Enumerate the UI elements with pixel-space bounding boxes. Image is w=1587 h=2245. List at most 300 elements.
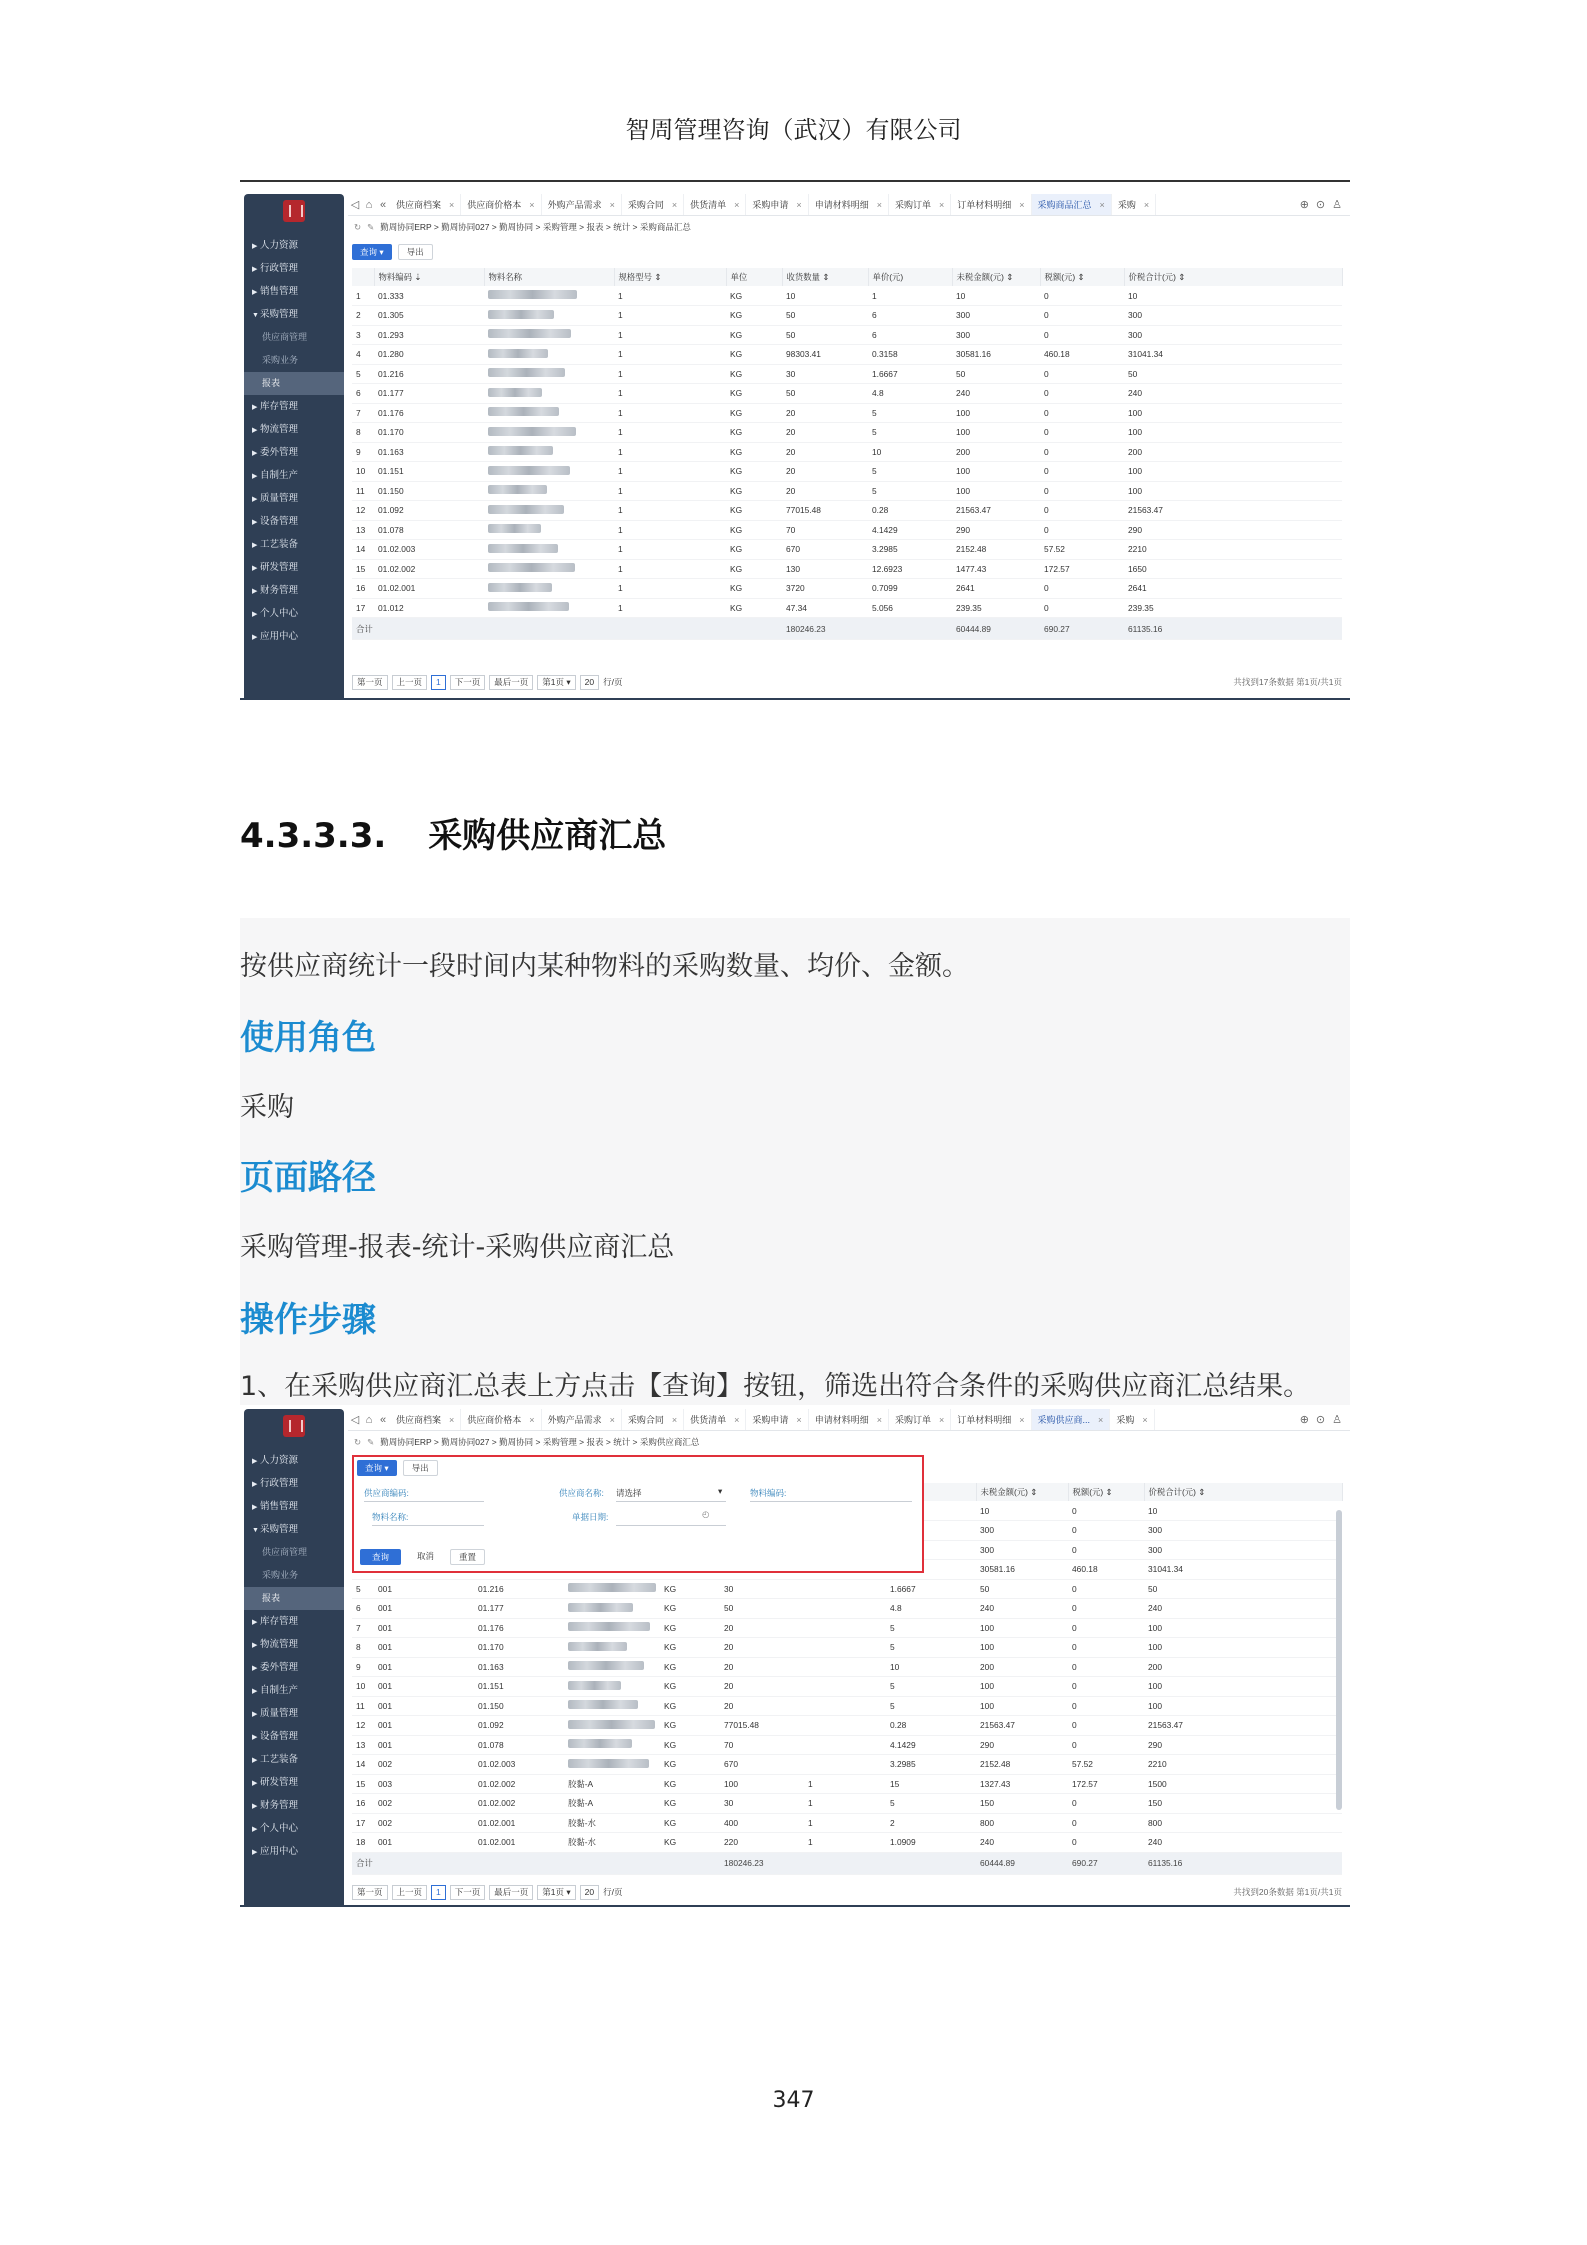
current-page-button[interactable]: 1 (431, 1885, 446, 1900)
table-body (352, 286, 1342, 640)
total-cell: 180246.23 (782, 618, 868, 640)
redacted-text (488, 407, 559, 416)
sidebar-item[interactable] (244, 602, 344, 625)
table-cell: 50 (952, 364, 1040, 384)
table-cell: 0 (1040, 364, 1124, 384)
redacted-text (488, 602, 569, 611)
table-cell: 11 (352, 1696, 374, 1716)
chevron-down-icon[interactable]: ▾ (718, 1486, 723, 1496)
sidebar-item-label: 应用中心 (260, 1846, 299, 1857)
tab-item[interactable] (684, 1409, 746, 1431)
tab-item[interactable] (461, 194, 541, 216)
tab-item[interactable] (622, 1409, 684, 1431)
column-header[interactable]: 税额(元) ⇕ (1068, 1483, 1144, 1501)
table-cell: 3 (352, 325, 374, 345)
table-cell: 1 (804, 1774, 886, 1794)
table-cell: 3720 (782, 579, 868, 599)
tab-label: 订单材料明细 (957, 1414, 1012, 1425)
caret-right-icon: ▶ (252, 1849, 258, 1856)
table-cell (564, 1599, 660, 1619)
export-button[interactable]: 导出 (398, 244, 433, 260)
table-cell: 0 (1040, 481, 1124, 501)
close-icon[interactable]: × (1143, 199, 1150, 210)
tab-label: 订单材料明细 (957, 199, 1012, 210)
table-cell: KG (726, 579, 782, 599)
table-cell: 5.056 (868, 598, 952, 618)
table-cell (804, 1579, 886, 1599)
table-cell: KG (660, 1833, 720, 1853)
sidebar-item-label: 个人中心 (260, 1823, 299, 1834)
sidebar-item[interactable] (244, 579, 344, 602)
sidebar-item[interactable] (244, 1679, 344, 1702)
sidebar-item-label: 物流管理 (260, 424, 299, 435)
table-cell: KG (726, 520, 782, 540)
table-row[interactable] (352, 1599, 1342, 1619)
table-cell: 57.52 (1068, 1755, 1144, 1775)
total-cell: 61135.16 (1144, 1852, 1342, 1874)
column-header[interactable]: 价税合计(元) ⇕ (1124, 268, 1342, 286)
table-row[interactable] (352, 520, 1342, 540)
table-cell: 6 (352, 384, 374, 404)
table-cell: 100 (1124, 403, 1342, 423)
redacted-text (568, 1739, 632, 1748)
steps-heading: 操作步骤 (240, 1300, 376, 1340)
sidebar-item[interactable] (244, 625, 344, 648)
sidebar-subitem[interactable]: 报表 (244, 1587, 344, 1610)
table-cell (564, 1735, 660, 1755)
table-cell (484, 403, 614, 423)
page-size-input[interactable]: 20 (580, 1885, 599, 1900)
query-dropdown-button[interactable]: 查询 ▾ (357, 1460, 397, 1476)
prev-tab-icon[interactable]: ◁ (350, 1414, 360, 1426)
caret-right-icon: ▶ (252, 473, 258, 480)
caret-right-icon: ▶ (252, 289, 258, 296)
sidebar-subitem[interactable]: 供应商管理 (262, 332, 308, 342)
sidebar-item-label: 行政管理 (260, 263, 299, 274)
close-icon[interactable]: × (1019, 1414, 1025, 1425)
table-row[interactable] (352, 481, 1342, 501)
close-icon[interactable]: × (671, 1414, 678, 1425)
table-row[interactable] (352, 286, 1342, 306)
close-icon[interactable]: × (449, 1414, 455, 1425)
tab-item[interactable] (1112, 194, 1156, 216)
tab-item[interactable] (889, 194, 951, 216)
table-row[interactable] (352, 306, 1342, 326)
sidebar-item[interactable] (244, 303, 344, 326)
table-cell: 5 (868, 481, 952, 501)
table-cell (564, 1716, 660, 1736)
table-cell: 18 (352, 1833, 374, 1853)
caret-right-icon: ▶ (252, 1504, 258, 1511)
sidebar-subitem[interactable]: 供应商管理 (262, 1547, 308, 1557)
sidebar-item[interactable] (244, 1518, 344, 1541)
step-1-text: 1、在采购供应商汇总表上方点击【查询】按钮，筛选出符合条件的采购供应商汇总结果。 (240, 1371, 1311, 1402)
column-header[interactable]: 未税金额(元) ⇕ (976, 1483, 1068, 1501)
sidebar-item[interactable] (244, 395, 344, 418)
table-cell: 0 (1040, 286, 1124, 306)
table-cell: 01.02.003 (374, 540, 484, 560)
sidebar (244, 194, 344, 698)
table-cell: 001 (374, 1716, 474, 1736)
table-cell (484, 598, 614, 618)
table-row[interactable] (352, 462, 1342, 482)
tab-item[interactable] (951, 1409, 1031, 1431)
material-name-input[interactable] (372, 1525, 484, 1526)
table-cell: KG (726, 462, 782, 482)
sidebar-item[interactable] (244, 257, 344, 280)
table-cell: 01.02.002 (474, 1794, 564, 1814)
close-icon[interactable]: × (529, 199, 535, 210)
next-page-button[interactable]: 下一页 (450, 675, 486, 690)
select-column-header[interactable] (352, 268, 374, 286)
table-cell: 30 (782, 364, 868, 384)
table-cell: 30 (720, 1579, 804, 1599)
table-cell: 300 (976, 1540, 1068, 1560)
table-cell (804, 1696, 886, 1716)
table-row[interactable] (352, 540, 1342, 560)
last-page-button[interactable]: 最后一页 (489, 1885, 533, 1900)
table-cell: 1 (614, 364, 726, 384)
table-cell: 239.35 (1124, 598, 1342, 618)
panel-query-button[interactable]: 查询 (360, 1549, 401, 1565)
tab-label: 采购 (1117, 199, 1136, 210)
table-cell: 5 (886, 1794, 976, 1814)
sidebar-item[interactable] (244, 280, 344, 303)
sidebar-item[interactable] (244, 1702, 344, 1725)
column-header[interactable]: 收货数量 ⇕ (782, 268, 868, 286)
collapse-left-icon[interactable]: « (379, 1413, 387, 1426)
table-row[interactable] (352, 1794, 1342, 1814)
table-row[interactable] (352, 1638, 1342, 1658)
tab-label: 外购产品需求 (547, 199, 602, 210)
table-cell: KG (660, 1677, 720, 1697)
doc-date-input[interactable] (616, 1525, 726, 1526)
table-cell: 0.28 (886, 1716, 976, 1736)
redacted-text (488, 505, 564, 514)
table-row[interactable] (352, 1579, 1342, 1599)
tab-item[interactable] (1110, 1409, 1154, 1431)
sidebar-item[interactable] (244, 1472, 344, 1495)
sidebar-item-label: 采购管理 (260, 1524, 299, 1535)
close-icon[interactable]: × (449, 199, 455, 210)
table-row[interactable] (352, 598, 1342, 618)
table-row[interactable] (352, 1774, 1342, 1794)
total-cell: 60444.89 (952, 618, 1040, 640)
close-icon[interactable]: × (876, 199, 882, 210)
table-cell: 1 (614, 306, 726, 326)
tab-item[interactable] (951, 194, 1031, 216)
sidebar-item[interactable] (244, 487, 344, 510)
table-row[interactable] (352, 325, 1342, 345)
close-icon[interactable]: × (734, 199, 740, 210)
table-cell: 0 (1068, 1501, 1144, 1521)
page-select[interactable]: 第1页 ▾ (537, 675, 575, 690)
close-icon[interactable]: × (1099, 199, 1105, 210)
total-cell: 合计 (352, 1852, 374, 1874)
tab-item[interactable] (889, 1409, 951, 1431)
globe-icon[interactable]: ⊕ (1299, 199, 1309, 211)
table-row[interactable] (352, 442, 1342, 462)
current-page-button[interactable]: 1 (431, 675, 446, 690)
supplier-name-select[interactable]: 请选择 (616, 1488, 642, 1498)
total-cell: 690.27 (1068, 1852, 1144, 1874)
tab-item[interactable] (390, 1409, 461, 1431)
table-row[interactable] (352, 364, 1342, 384)
close-icon[interactable]: × (876, 1414, 882, 1425)
panel-reset-button[interactable]: 重置 (450, 1549, 485, 1565)
zoom-icon[interactable]: ⊙ (1315, 1414, 1326, 1426)
column-header[interactable]: 规格型号 ⇕ (614, 268, 726, 286)
total-cell (886, 1852, 976, 1874)
table-row[interactable] (352, 1833, 1342, 1853)
vertical-scrollbar[interactable] (1336, 1510, 1342, 1810)
redacted-text (568, 1759, 649, 1768)
close-icon[interactable]: × (796, 199, 802, 210)
table-cell: 胶黏-A (564, 1794, 660, 1814)
table-row[interactable] (352, 345, 1342, 365)
table-cell: 01.170 (374, 423, 484, 443)
query-button[interactable]: 查询 ▾ (352, 244, 392, 260)
table-cell: 15 (886, 1774, 976, 1794)
table-cell: 0 (1040, 520, 1124, 540)
page-size-input[interactable]: 20 (580, 675, 599, 690)
caret-down-icon: ▼ (252, 1527, 259, 1534)
column-header[interactable]: 未税金额(元) ⇕ (952, 268, 1040, 286)
sidebar-item[interactable] (244, 1610, 344, 1633)
table-cell: 1 (614, 501, 726, 521)
table-cell: 3.2985 (886, 1755, 976, 1775)
collapse-left-icon[interactable]: « (379, 198, 387, 211)
table-cell: 14 (352, 540, 374, 560)
sidebar-item[interactable] (244, 1656, 344, 1679)
table-cell: KG (726, 598, 782, 618)
tab-label: 供应商价格本 (467, 1414, 522, 1425)
total-cell: 61135.16 (1124, 618, 1342, 640)
sidebar-item[interactable] (244, 1449, 344, 1472)
table-cell: 50 (782, 306, 868, 326)
table-cell: 31041.34 (1124, 345, 1342, 365)
sidebar-subitem[interactable]: 采购业务 (262, 1570, 299, 1580)
column-header[interactable]: 税额(元) ⇕ (1040, 268, 1124, 286)
column-header[interactable]: 价税合计(元) ⇕ (1144, 1483, 1342, 1501)
sidebar-item-label: 质量管理 (260, 1708, 299, 1719)
table-cell (804, 1657, 886, 1677)
close-icon[interactable]: × (609, 199, 615, 210)
close-icon[interactable]: × (671, 199, 678, 210)
table-cell: KG (726, 403, 782, 423)
sidebar-item[interactable] (244, 1495, 344, 1518)
prev-page-button[interactable]: 上一页 (392, 1885, 428, 1900)
sidebar-item[interactable] (244, 1840, 344, 1863)
close-icon[interactable]: × (609, 1414, 615, 1425)
home-icon[interactable]: ⌂ (365, 198, 373, 211)
table-row[interactable] (352, 559, 1342, 579)
redacted-text (488, 349, 548, 358)
refresh-icon[interactable]: ↻ (354, 1437, 362, 1447)
close-icon[interactable]: × (938, 199, 945, 210)
breadcrumb-text: 勤周协同ERP > 勤周协同027 > 勤周协同 > 采购管理 > 报表 > 统计 > 采购供应商汇总 (380, 1437, 700, 1447)
first-page-button[interactable]: 第一页 (352, 675, 388, 690)
table-cell: 200 (1144, 1657, 1342, 1677)
table-cell: 0 (1068, 1579, 1144, 1599)
table-cell: 6 (868, 306, 952, 326)
table-cell: 30581.16 (976, 1560, 1068, 1580)
first-page-button[interactable]: 第一页 (352, 1885, 388, 1900)
refresh-icon[interactable]: ↻ (354, 222, 362, 232)
sidebar-item[interactable] (244, 1725, 344, 1748)
table-cell: 01.150 (474, 1696, 564, 1716)
table-cell (564, 1618, 660, 1638)
tab-item[interactable] (684, 194, 746, 216)
close-icon[interactable]: × (734, 1414, 740, 1425)
last-page-button[interactable]: 最后一页 (489, 675, 533, 690)
sidebar-item[interactable] (244, 556, 344, 579)
caret-right-icon: ▶ (252, 519, 258, 526)
material-code-input[interactable] (750, 1501, 912, 1502)
sidebar-item[interactable] (244, 441, 344, 464)
caret-right-icon: ▶ (252, 1481, 258, 1488)
total-cell (614, 618, 726, 640)
sidebar-item[interactable] (244, 1794, 344, 1817)
home-icon[interactable]: ⌂ (365, 1413, 373, 1426)
table-cell (484, 306, 614, 326)
sidebar-item[interactable] (244, 1771, 344, 1794)
table-row[interactable] (352, 1618, 1342, 1638)
table-cell: 1 (614, 423, 726, 443)
pin-icon[interactable]: ✎ (367, 222, 375, 232)
supplier-code-input[interactable] (364, 1501, 484, 1502)
total-cell (374, 618, 484, 640)
table-cell: 20 (720, 1657, 804, 1677)
redacted-text (488, 290, 577, 299)
column-header[interactable]: 物料名称 (484, 268, 614, 286)
sidebar-item[interactable] (244, 464, 344, 487)
prev-page-button[interactable]: 上一页 (392, 675, 428, 690)
close-icon[interactable]: × (796, 1414, 802, 1425)
table-cell: 1.0909 (886, 1833, 976, 1853)
column-header[interactable]: 单位 (726, 268, 782, 286)
sidebar-item[interactable] (244, 1748, 344, 1771)
close-icon[interactable]: × (1098, 1414, 1104, 1425)
user-icon[interactable]: ♙ (1332, 199, 1342, 211)
table-row[interactable] (352, 1677, 1342, 1697)
table-cell: 1327.43 (976, 1774, 1068, 1794)
globe-icon[interactable]: ⊕ (1299, 1414, 1309, 1426)
tab-item[interactable] (746, 194, 808, 216)
table-cell: 0 (1040, 579, 1124, 599)
tab-item[interactable] (542, 194, 622, 216)
tab-item[interactable] (746, 1409, 808, 1431)
sidebar-item[interactable] (244, 234, 344, 257)
total-cell (474, 1852, 564, 1874)
sidebar-subitem[interactable]: 报表 (244, 372, 344, 395)
table-cell: KG (660, 1657, 720, 1677)
table-row[interactable] (352, 384, 1342, 404)
table-cell: 800 (1144, 1813, 1342, 1833)
table-cell (564, 1677, 660, 1697)
next-page-button[interactable]: 下一页 (450, 1885, 486, 1900)
table-cell: 21563.47 (976, 1716, 1068, 1736)
table-row[interactable] (352, 423, 1342, 443)
redacted-text (488, 524, 541, 533)
tab-item[interactable] (461, 1409, 541, 1431)
sidebar-item[interactable] (244, 1633, 344, 1656)
table-cell: 1 (614, 520, 726, 540)
table-cell: 150 (1144, 1794, 1342, 1814)
close-icon[interactable]: × (529, 1414, 535, 1425)
tab-item[interactable] (1032, 1409, 1111, 1431)
tab-item[interactable] (542, 1409, 622, 1431)
table-cell: 001 (374, 1638, 474, 1658)
table-cell: 200 (952, 442, 1040, 462)
table-row[interactable] (352, 1657, 1342, 1677)
table-cell: 240 (1124, 384, 1342, 404)
table-row[interactable] (352, 1716, 1342, 1736)
close-icon[interactable]: × (938, 1414, 945, 1425)
column-header[interactable]: 物料编码 ⇣ (374, 268, 484, 286)
sidebar-item[interactable] (244, 418, 344, 441)
tab-label: 采购 (1116, 1414, 1135, 1425)
table-cell: 1.6667 (886, 1579, 976, 1599)
table-cell: 002 (374, 1794, 474, 1814)
tab-item[interactable] (809, 1409, 889, 1431)
export-button[interactable]: 导出 (403, 1460, 438, 1476)
table-cell: 4.1429 (868, 520, 952, 540)
sidebar-item[interactable] (244, 533, 344, 556)
table-cell: 21563.47 (1144, 1716, 1342, 1736)
table-row[interactable] (352, 579, 1342, 599)
user-icon[interactable]: ♙ (1332, 1414, 1342, 1426)
pin-icon[interactable]: ✎ (367, 1437, 375, 1447)
table-row[interactable] (352, 1813, 1342, 1833)
table-row[interactable] (352, 1735, 1342, 1755)
zoom-icon[interactable]: ⊙ (1315, 199, 1326, 211)
close-icon[interactable]: × (1019, 199, 1025, 210)
sidebar-subitem[interactable]: 采购业务 (262, 355, 299, 365)
close-icon[interactable]: × (1142, 1414, 1148, 1425)
sidebar-item-label: 人力资源 (260, 1455, 299, 1466)
table-row[interactable] (352, 403, 1342, 423)
table-row[interactable] (352, 1755, 1342, 1775)
table-row[interactable] (352, 501, 1342, 521)
caret-right-icon: ▶ (252, 611, 258, 618)
panel-cancel-button[interactable]: 取消 (409, 1549, 442, 1565)
tab-item[interactable] (809, 194, 889, 216)
prev-tab-icon[interactable]: ◁ (350, 199, 360, 211)
tab-item[interactable] (622, 194, 684, 216)
table-cell: 01.02.001 (474, 1813, 564, 1833)
table-row[interactable] (352, 1696, 1342, 1716)
tab-label: 供货清单 (690, 1414, 727, 1425)
sidebar-item[interactable] (244, 1817, 344, 1840)
table-cell: 9 (352, 1657, 374, 1677)
tab-item[interactable] (390, 194, 461, 216)
tab-item[interactable] (1032, 194, 1112, 216)
page-select[interactable]: 第1页 ▾ (537, 1885, 575, 1900)
table-cell: 6 (352, 1599, 374, 1619)
tab-label: 采购供应商... (1037, 1414, 1091, 1425)
sidebar-item[interactable] (244, 510, 344, 533)
table-cell (804, 1618, 886, 1638)
table-cell: 460.18 (1068, 1560, 1144, 1580)
sidebar-item-label: 应用中心 (260, 631, 299, 642)
erp-screenshot-2 (240, 1405, 1350, 1907)
calendar-icon[interactable]: ◴ (702, 1509, 710, 1519)
table-cell: 2152.48 (952, 540, 1040, 560)
supplier-name-label: 供应商名称: (559, 1488, 604, 1498)
table-cell: 0 (1040, 306, 1124, 326)
column-header[interactable]: 单价(元) (868, 268, 952, 286)
